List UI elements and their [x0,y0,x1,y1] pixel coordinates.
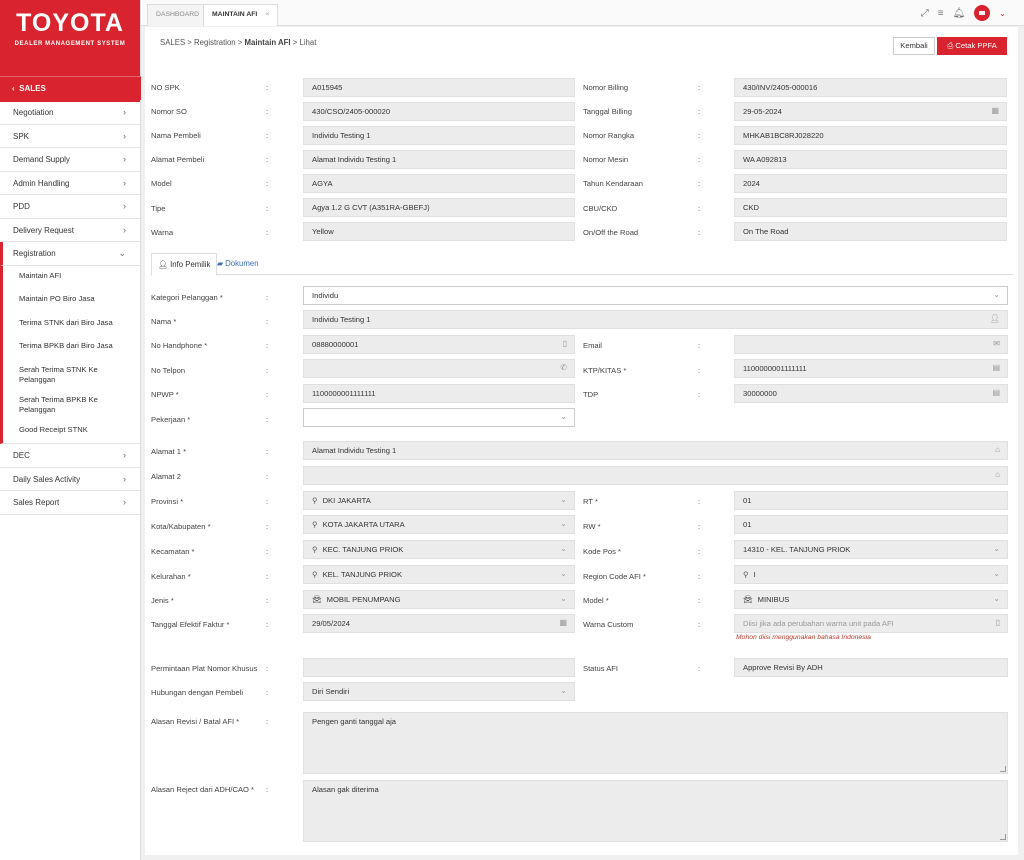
id-card-icon: ▤ [992,388,1000,397]
nomor-rangka-field: MHKAB1BC8RJ028220 [734,126,1007,145]
nama-pembeli-label: Nama Pembeli [151,131,201,140]
sidebar-subitem-serah-stnk[interactable]: Serah Terima STNK Ke Pelanggan [19,364,98,384]
calendar-icon[interactable]: ▦ [991,106,999,115]
chevron-down-icon: ⌄ [993,569,1000,578]
main-content: SALES > Registration > Maintain AFI > Lihat Kembali ⎙ Cetak PPFA NO SPK : A015945 Nomor SO : 430/CSO/2405-000020 Nama Pembeli : Individu Testing 1 Alamat Pembeli : Alamat Individu Testing 1 Model : AGYA Tipe : Agya 1.2 G CVT (A351RA-GBEFJ) Warna : Yellow Nomor Billing : 430/INV/2405-000016 Tanggal Billing : 29-05-2024 ▦ Nomor Rangka : MHKAB1BC8RJ028220 Nomor Mesin : WA A092813 Tahun Kendaraan : 2024 CBU/CKD : CKD On/Off the Road : On The Road 👤︎ Info Pemilik ▰ Dokumen Kategori Pelanggan * : Individu ⌄ Nama * : Individu Testing 1 👤︎ No Handphone * : 08880000001 ▯ Email : ✉ No Telpon : ✆ KTP/KITAS * : 1100000001111111 ▤ NPWP * : 1100000001111111 TDP : 30000000 ▤ Pekerjaan * : ⌄ Alamat 1 * : Alamat Individu Testing 1 ⌂ Alamat 2 : ⌂ Provinsi * : ⚲ DKI JAKARTA ⌄ RT * : 01 Kota/Kabupaten * : ⚲ KOTA JAKARTA UTARA ⌄ RW * : 01 Kecamatan * : ⚲ KEC. TANJUNG PRIOK ⌄ Kode Pos * : 14310 - KEL. TANJUNG PRIOK ⌄ Kelurahan * : ⚲ KEL. TANJUNG PRIOK ⌄ Region Code AFI * : ⚲ I ⌄ Jenis * : 🚘︎ MOBIL PENUMPANG ⌄ Model * : 🚘︎ MINIBUS ⌄ Tanggal Efektif Faktur * : 29/05/2024 ▦ Warna Custom : Diisi jika ada perubahan warna unit pada AFI ▯ Mohon diisi menggunakan bahasa Indonesia Permintaan Plat Nomor Khusus : Status AFI : Approve Revisi By ADH Hubungan dengan Pembeli : Diri Sendiri ⌄ Alasan Revisi / Batal AFI * : Pengen ganti tanggal aja Alasan Reject dari ADH/CAO * : Alasan gak diterima [145,27,1018,855]
chevron-down-icon: ⌄ [560,569,567,578]
sidebar-item-negotiation[interactable]: Negotiation › [0,101,140,125]
chevron-down-icon: ⌄ [560,594,567,603]
npwp-label: NPWP * [151,390,179,399]
tdp-label: TDP [583,390,599,399]
hamburger-icon[interactable]: ≡ [937,7,944,19]
tipe-field: Agya 1.2 G CVT (A351RA-GBEFJ) [303,198,575,217]
chevron-down-icon: ⌄ [118,248,126,258]
on-off-road-field: On The Road [734,222,1007,241]
kategori-select[interactable]: Individu ⌄ [303,286,1008,305]
print-ppfa-button[interactable]: ⎙ Cetak PPFA [937,37,1007,55]
user-icon: 👤︎ [989,314,1000,323]
car-icon: 🚘︎ [312,595,322,604]
kodepos-select[interactable]: 14310 - KEL. TANJUNG PRIOK ⌄ [734,540,1008,559]
kecamatan-select[interactable]: ⚲ KEC. TANJUNG PRIOK ⌄ [303,540,575,559]
email-field[interactable] [734,335,1008,354]
brand-subtitle: DEALER MANAGEMENT SYSTEM [14,41,126,47]
chevron-down-icon: ⌄ [993,290,1000,299]
breadcrumb: SALES > Registration > Maintain AFI > Lihat [160,38,317,47]
warna-label: Warna [151,228,174,237]
nomor-billing-field: 430/INV/2405-000016 [734,78,1007,97]
car-icon: 🚘︎ [743,595,753,604]
provinsi-label: Provinsi * [151,497,184,506]
folder-icon: ▰ [217,259,223,268]
chevron-right-icon: › [123,201,126,211]
toyota-logo[interactable]: TOYOTA [16,9,124,37]
breadcrumb-current: Lihat [299,38,317,47]
rw-label: RW * [583,522,601,531]
chevron-down-icon: ⌄ [560,495,567,504]
calendar-icon[interactable]: ▦ [559,618,567,627]
hubungan-select[interactable]: Diri Sendiri ⌄ [303,682,575,701]
alamat-pembeli-label: Alamat Pembeli [151,155,205,164]
telpon-field[interactable] [303,359,575,378]
map-marker-icon: ⚲ [312,496,318,505]
cbu-ckd-label: CBU/CKD [583,204,618,213]
chevron-down-icon: ⌄ [993,594,1000,603]
sidebar-subitem-terima-bpkb[interactable]: Terima BPKB dari Biro Jasa [19,341,113,350]
home-icon: ⌂ [995,470,1000,479]
tab-maintain-afi[interactable]: MAINTAIN AFI × [203,4,278,26]
home-icon: ⌂ [995,445,1000,454]
sidebar-subitem-terima-stnk[interactable]: Terima STNK dari Biro Jasa [19,317,113,327]
tgl-faktur-label: Tanggal Efektif Faktur * [151,620,230,629]
sidebar-item-dec[interactable]: DEC › [0,444,140,468]
model-form-label: Model * [583,596,609,605]
breadcrumb-registration[interactable]: Registration [194,38,236,47]
nama-pembeli-field: Individu Testing 1 [303,126,575,145]
alamat-pembeli-field: Alamat Individu Testing 1 [303,150,575,169]
nomor-so-label: Nomor SO [151,107,187,116]
rt-field[interactable]: 01 [734,491,1008,510]
ktp-label: KTP/KITAS * [583,366,627,375]
kategori-label: Kategori Pelanggan * [151,293,223,302]
sidebar-item-registration[interactable]: Registration ⌄ [0,242,140,266]
back-button[interactable]: Kembali [893,37,935,55]
warna-custom-field[interactable]: Diisi jika ada perubahan warna unit pada AFI ▯ [734,614,1008,633]
warna-custom-hint: Mohon diisi menggunakan bahasa Indonesia [736,634,871,641]
resize-handle-icon[interactable] [1000,766,1006,772]
chevron-left-icon: ‹ [12,84,15,93]
sidebar-subitem-maintain-po-biro-jasa[interactable]: Maintain PO Biro Jasa [19,294,95,303]
sidebar-subitem-good-receipt-stnk[interactable]: Good Receipt STNK [19,424,88,434]
no-spk-field: A015945 [303,78,575,97]
cbu-ckd-field: CKD [734,198,1007,217]
model-field: AGYA [303,174,575,193]
kodepos-label: Kode Pos * [583,547,621,556]
breadcrumb-sales[interactable]: SALES [160,38,186,47]
alasan-reject-label: Alasan Reject dari ADH/CAO * [151,785,254,794]
tab-dokumen[interactable]: ▰ Dokumen [217,259,259,268]
rt-label: RT * [583,497,598,506]
alamat1-field[interactable]: Alamat Individu Testing 1 ⌂ [303,441,1008,460]
ktp-field[interactable]: 1100000001111111 ▤ [734,359,1008,378]
close-icon[interactable]: × [265,11,270,18]
alasan-revisi-label: Alasan Revisi / Batal AFI * [151,717,240,726]
chevron-down-icon: ⌄ [560,412,567,421]
sidebar-item-demand-supply[interactable]: Demand Supply › [0,148,140,172]
nomor-so-field: 430/CSO/2405-000020 [303,102,575,121]
bell-icon[interactable]: 🔔︎ [952,7,966,19]
kecamatan-label: Kecamatan * [151,547,195,556]
alamat1-label: Alamat 1 * [151,447,187,456]
tgl-faktur-field[interactable]: 29/05/2024 ▦ [303,614,575,633]
map-marker-icon: ⚲ [312,520,318,529]
sidebar-section-sales[interactable]: ‹ SALES [0,76,141,100]
phone-icon: ✆ [560,363,567,372]
pekerjaan-select[interactable] [303,408,575,427]
tanggal-billing-label: Tanggal Billing [583,107,632,116]
model-label: Model [151,179,172,188]
status-afi-field: Approve Revisi By ADH [734,658,1008,677]
avatar[interactable] [974,5,990,21]
tab-info-pemilik[interactable]: 👤︎ Info Pemilik [151,253,217,276]
printer-icon: ⎙ [947,41,954,50]
id-card-icon: ▤ [992,363,1000,372]
expand-icon[interactable]: ⤢ [920,7,929,19]
nama-label: Nama * [151,317,177,326]
envelope-icon: ✉ [993,339,1000,348]
user-icon: 👤︎ [158,260,168,269]
sidebar-item-spk[interactable]: SPK › [0,125,140,149]
jenis-select[interactable]: 🚘︎ MOBIL PENUMPANG ⌄ [303,590,575,609]
plat-field[interactable] [303,658,575,677]
map-marker-icon: ⚲ [743,570,749,579]
kota-label: Kota/Kabupaten * [151,522,211,531]
chevron-right-icon: › [123,154,126,164]
chevron-down-icon[interactable]: ⌄ [999,8,1006,18]
region-select[interactable]: ⚲ I ⌄ [734,565,1008,584]
sidebar-item-daily-sales-activity[interactable]: Daily Sales Activity › [0,468,140,492]
mobile-icon: ▯ [995,618,1000,627]
top-icons [921,5,1006,21]
resize-handle-icon[interactable] [1000,834,1006,840]
sidebar-subitem-maintain-afi[interactable]: Maintain AFI [19,270,62,280]
tab-dashboard[interactable]: DASHBOARD [147,4,208,26]
chevron-right-icon: › [123,450,126,460]
map-marker-icon: ⚲ [312,570,318,579]
top-bar [141,0,1024,26]
nomor-rangka-label: Nomor Rangka [583,131,635,140]
on-off-road-label: On/Off the Road [583,228,639,237]
registration-submenu [0,266,140,445]
sidebar-item-pdd[interactable]: PDD › [0,195,140,219]
alamat2-field[interactable] [303,466,1008,485]
sidebar-item-delivery-request[interactable]: Delivery Request › [0,219,140,243]
rw-field[interactable]: 01 [734,515,1008,534]
warna-field: Yellow [303,222,575,241]
sidebar-item-admin-handling[interactable]: Admin Handling › [0,172,140,196]
chevron-down-icon: ⌄ [560,544,567,553]
chevron-down-icon: ⌄ [560,519,567,528]
alamat2-label: Alamat 2 [151,472,181,481]
nomor-mesin-field: WA A092813 [734,150,1007,169]
region-label: Region Code AFI * [583,572,646,581]
chevron-right-icon: › [123,107,126,117]
chevron-down-icon: ⌄ [993,544,1000,553]
tahun-kendaraan-label: Tahun Kendaraan [583,179,643,188]
tanggal-billing-field: 29-05-2024 ▦ [734,102,1007,121]
tahun-kendaraan-field: 2024 [734,174,1007,193]
kelurahan-label: Kelurahan * [151,572,191,581]
chevron-right-icon: › [123,130,126,141]
hp-field[interactable]: 08880000001 ▯ [303,335,575,354]
tdp-field[interactable]: 30000000 ▤ [734,384,1008,403]
form-tabs [151,253,1013,275]
chevron-right-icon: › [123,473,126,484]
alasan-reject-textarea[interactable]: Alasan gak diterima [303,780,1008,842]
nomor-billing-label: Nomor Billing [583,83,629,92]
provinsi-select[interactable]: ⚲ DKI JAKARTA ⌄ [303,491,575,510]
npwp-field[interactable]: 1100000001111111 [303,384,575,403]
email-label: Email [583,341,602,350]
alasan-revisi-textarea[interactable]: Pengen ganti tanggal aja [303,712,1008,774]
telpon-label: No Telpon [151,366,186,375]
pekerjaan-label: Pekerjaan * [151,415,191,424]
status-afi-label: Status AFI [583,664,619,673]
model-select[interactable]: 🚘︎ MINIBUS ⌄ [734,590,1008,609]
sidebar-item-sales-report[interactable]: Sales Report › [0,491,140,515]
breadcrumb-maintain-afi[interactable]: Maintain AFI [244,38,291,47]
hp-label: No Handphone * [151,341,208,350]
jenis-label: Jenis * [151,596,174,605]
plat-label: Permintaan Plat Nomor Khusus [151,664,258,673]
kelurahan-select[interactable]: ⚲ KEL. TANJUNG PRIOK ⌄ [303,565,575,584]
sidebar-menu [0,101,140,515]
tipe-label: Tipe [151,204,166,213]
chevron-right-icon: › [123,224,126,235]
chevron-right-icon: › [123,177,126,188]
sidebar [0,0,141,860]
kota-select[interactable]: ⚲ KOTA JAKARTA UTARA ⌄ [303,515,575,534]
chevron-right-icon: › [123,497,126,507]
mobile-icon: ▯ [562,339,567,348]
nomor-mesin-label: Nomor Mesin [583,155,629,164]
hubungan-label: Hubungan dengan Pembeli [151,688,244,697]
sidebar-subitem-serah-bpkb[interactable]: Serah Terima BPKB Ke Pelanggan [19,394,98,414]
map-marker-icon: ⚲ [312,545,318,554]
no-spk-label: NO SPK [151,83,180,92]
warna-custom-label: Warna Custom [583,620,634,629]
chevron-down-icon: ⌄ [560,686,567,695]
nama-field[interactable]: Individu Testing 1 👤︎ [303,310,1008,329]
